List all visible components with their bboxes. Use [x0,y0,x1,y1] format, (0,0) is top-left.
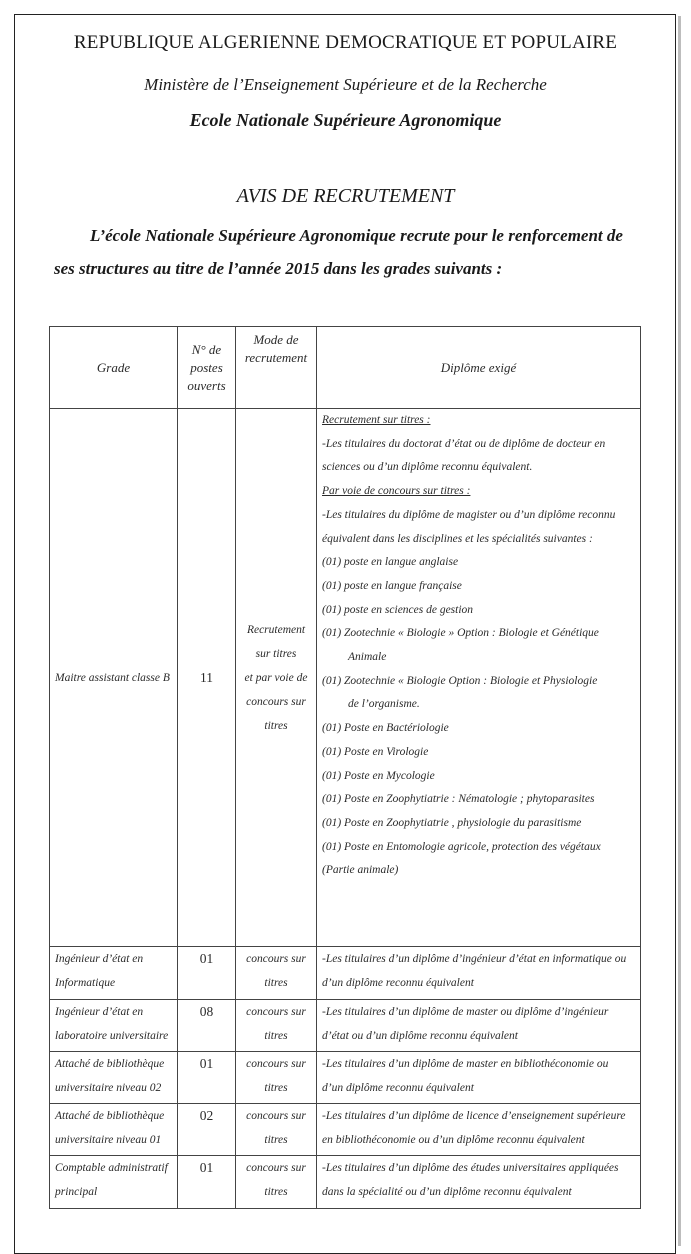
mode-line: titres [264,1082,288,1094]
grade-line: Attaché de bibliothèque [55,1058,165,1070]
grade-line: Comptable administratif [55,1162,168,1174]
header-postes-line: ouverts [187,377,226,393]
diplome-line: (01) Poste en Virologie [322,745,429,758]
row-postes: 01 [178,1052,236,1104]
diplome-line: (01) Zootechnie « Biologie Option : Biologie et Physiologie [322,674,598,687]
row-mode [236,947,317,1000]
mode-line: concours sur [246,1006,306,1018]
ministry-heading: Ministère de l’Enseignement Supérieure et de la Recherche [144,75,547,94]
row-diplome [317,947,641,1000]
diplome-line: -Les titulaires d’un diplôme de licence d’enseignement supérieure [322,1110,626,1122]
table-row [50,1000,641,1052]
row-diplome [317,1156,641,1209]
row1-mode-line: sur titres [255,647,297,660]
diplome-line: (01) Poste en Zoophytiatrie , physiologie du parasitisme [322,816,582,829]
mode-line: titres [264,1186,288,1198]
row-mode [236,1104,317,1156]
diplome-line: d’état ou d’un diplôme reconnu équivalent [322,1030,518,1042]
table-header-row [50,327,641,409]
mode-line: concours sur [246,953,306,965]
row-postes: 08 [178,1000,236,1052]
row1-mode-line: et par voie de [244,671,308,684]
diplome-line: (01) poste en langue française [322,579,462,592]
diplome-subheading: Recrutement sur titres : [322,414,431,426]
row-grade [50,1000,178,1052]
table-row [50,947,641,1000]
header-mode-line: Mode de [253,332,299,347]
row-postes: 01 [178,947,236,1000]
row-grade [50,1104,178,1156]
row-diplome [317,1000,641,1052]
table-row [50,1156,641,1209]
header-grade: Grade [50,327,178,409]
diplome-line: en bibliothéconomie ou d’un diplôme reconnu équivalent [322,1134,585,1146]
header-mode [236,327,317,409]
row1-grade: Maitre assistant classe B [50,409,178,947]
grade-line: Ingénieur d’état en [55,953,144,965]
recruitment-table [49,326,641,1209]
diplome-line: (01) Poste en Entomologie agricole, protection des végétaux [322,840,601,853]
diplome-line: (01) Poste en Mycologie [322,769,435,782]
table-row [50,1104,641,1156]
row1-diplome [317,409,641,947]
intro-line-1: L’école Nationale Supérieure Agronomique recrute pour le renforcement de [90,226,623,245]
row-grade [50,947,178,1000]
diplome-line: (Partie animale) [322,864,399,877]
diplome-line: -Les titulaires d’un diplôme de master en bibliothéconomie ou [322,1058,609,1070]
diplome-line: sciences ou d’un diplôme reconnu équivalent. [322,461,533,474]
mode-line: concours sur [246,1162,306,1174]
mode-line: concours sur [246,1058,306,1070]
row1-postes: 11 [178,409,236,947]
grade-line: universitaire niveau 01 [55,1134,162,1146]
diplome-line: (01) poste en sciences de gestion [322,603,474,616]
diplome-line: (01) Poste en Bactériologie [322,722,449,735]
header-mode-line: recrutement [244,350,308,365]
diplome-line: équivalent dans les disciplines et les spécialités suivantes : [322,532,593,545]
row1-mode-line: Recrutement [246,623,306,636]
school-heading: Ecole Nationale Supérieure Agronomique [189,110,502,130]
diplome-line: Animale [348,651,387,664]
intro-line-2: ses structures au titre de l’année 2015 dans les grades suivants : [54,259,503,278]
grade-line: Attaché de bibliothèque [55,1110,165,1122]
header-postes [178,327,236,409]
row-grade [50,1052,178,1104]
row1-mode-line: titres [264,719,288,732]
diplome-line: d’un diplôme reconnu équivalent [322,977,474,989]
row-mode [236,1156,317,1209]
row-diplome [317,1104,641,1156]
header-diplome: Diplôme exigé [317,327,641,409]
diplome-line: -Les titulaires d’un diplôme de master ou diplôme d’ingénieur [322,1006,609,1018]
header-postes-line: N° de [191,341,222,357]
table-row [50,1052,641,1104]
grade-line: universitaire niveau 02 [55,1082,162,1094]
mode-line: titres [264,1030,288,1042]
diplome-line: de l’organisme. [348,698,420,711]
row-diplome [317,1052,641,1104]
grade-line: laboratoire universitaire [55,1030,169,1042]
mode-line: titres [264,977,288,989]
table-row [50,409,641,947]
row1-mode [236,409,317,947]
row-mode [236,1052,317,1104]
diplome-line: d’un diplôme reconnu équivalent [322,1082,474,1094]
diplome-line: -Les titulaires d’un diplôme d’ingénieur d’état en informatique ou [322,953,627,965]
notice-title: AVIS DE RECRUTEMENT [236,185,455,207]
diplome-line: (01) poste en langue anglaise [322,556,459,569]
mode-line: concours sur [246,1110,306,1122]
header-postes-line: postes [190,359,223,375]
row-postes: 02 [178,1104,236,1156]
republic-heading: REPUBLIQUE ALGERIENNE DEMOCRATIQUE ET POPULAIRE [73,32,618,53]
diplome-line: -Les titulaires du doctorat d’état ou de diplôme de docteur en [322,437,606,450]
grade-line: Ingénieur d’état en [55,1006,144,1018]
diplome-line: -Les titulaires d’un diplôme des études universitaires appliquées [322,1162,619,1174]
row-grade [50,1156,178,1209]
diplome-line: dans la spécialité ou d’un diplôme reconnu équivalent [322,1186,572,1198]
grade-line: Informatique [55,977,116,989]
row-postes: 01 [178,1156,236,1209]
diplome-subheading: Par voie de concours sur titres : [322,485,471,498]
row1-mode-line: concours sur [246,695,306,708]
mode-line: titres [264,1134,288,1146]
grade-line: principal [55,1186,98,1198]
diplome-line: (01) Zootechnie « Biologie » Option : Biologie et Génétique [322,627,599,640]
diplome-line: (01) Poste en Zoophytiatrie : Nématologie ; phytoparasites [322,793,595,806]
row-mode [236,1000,317,1052]
diplome-line: -Les titulaires du diplôme de magister ou d’un diplôme reconnu [322,508,616,521]
